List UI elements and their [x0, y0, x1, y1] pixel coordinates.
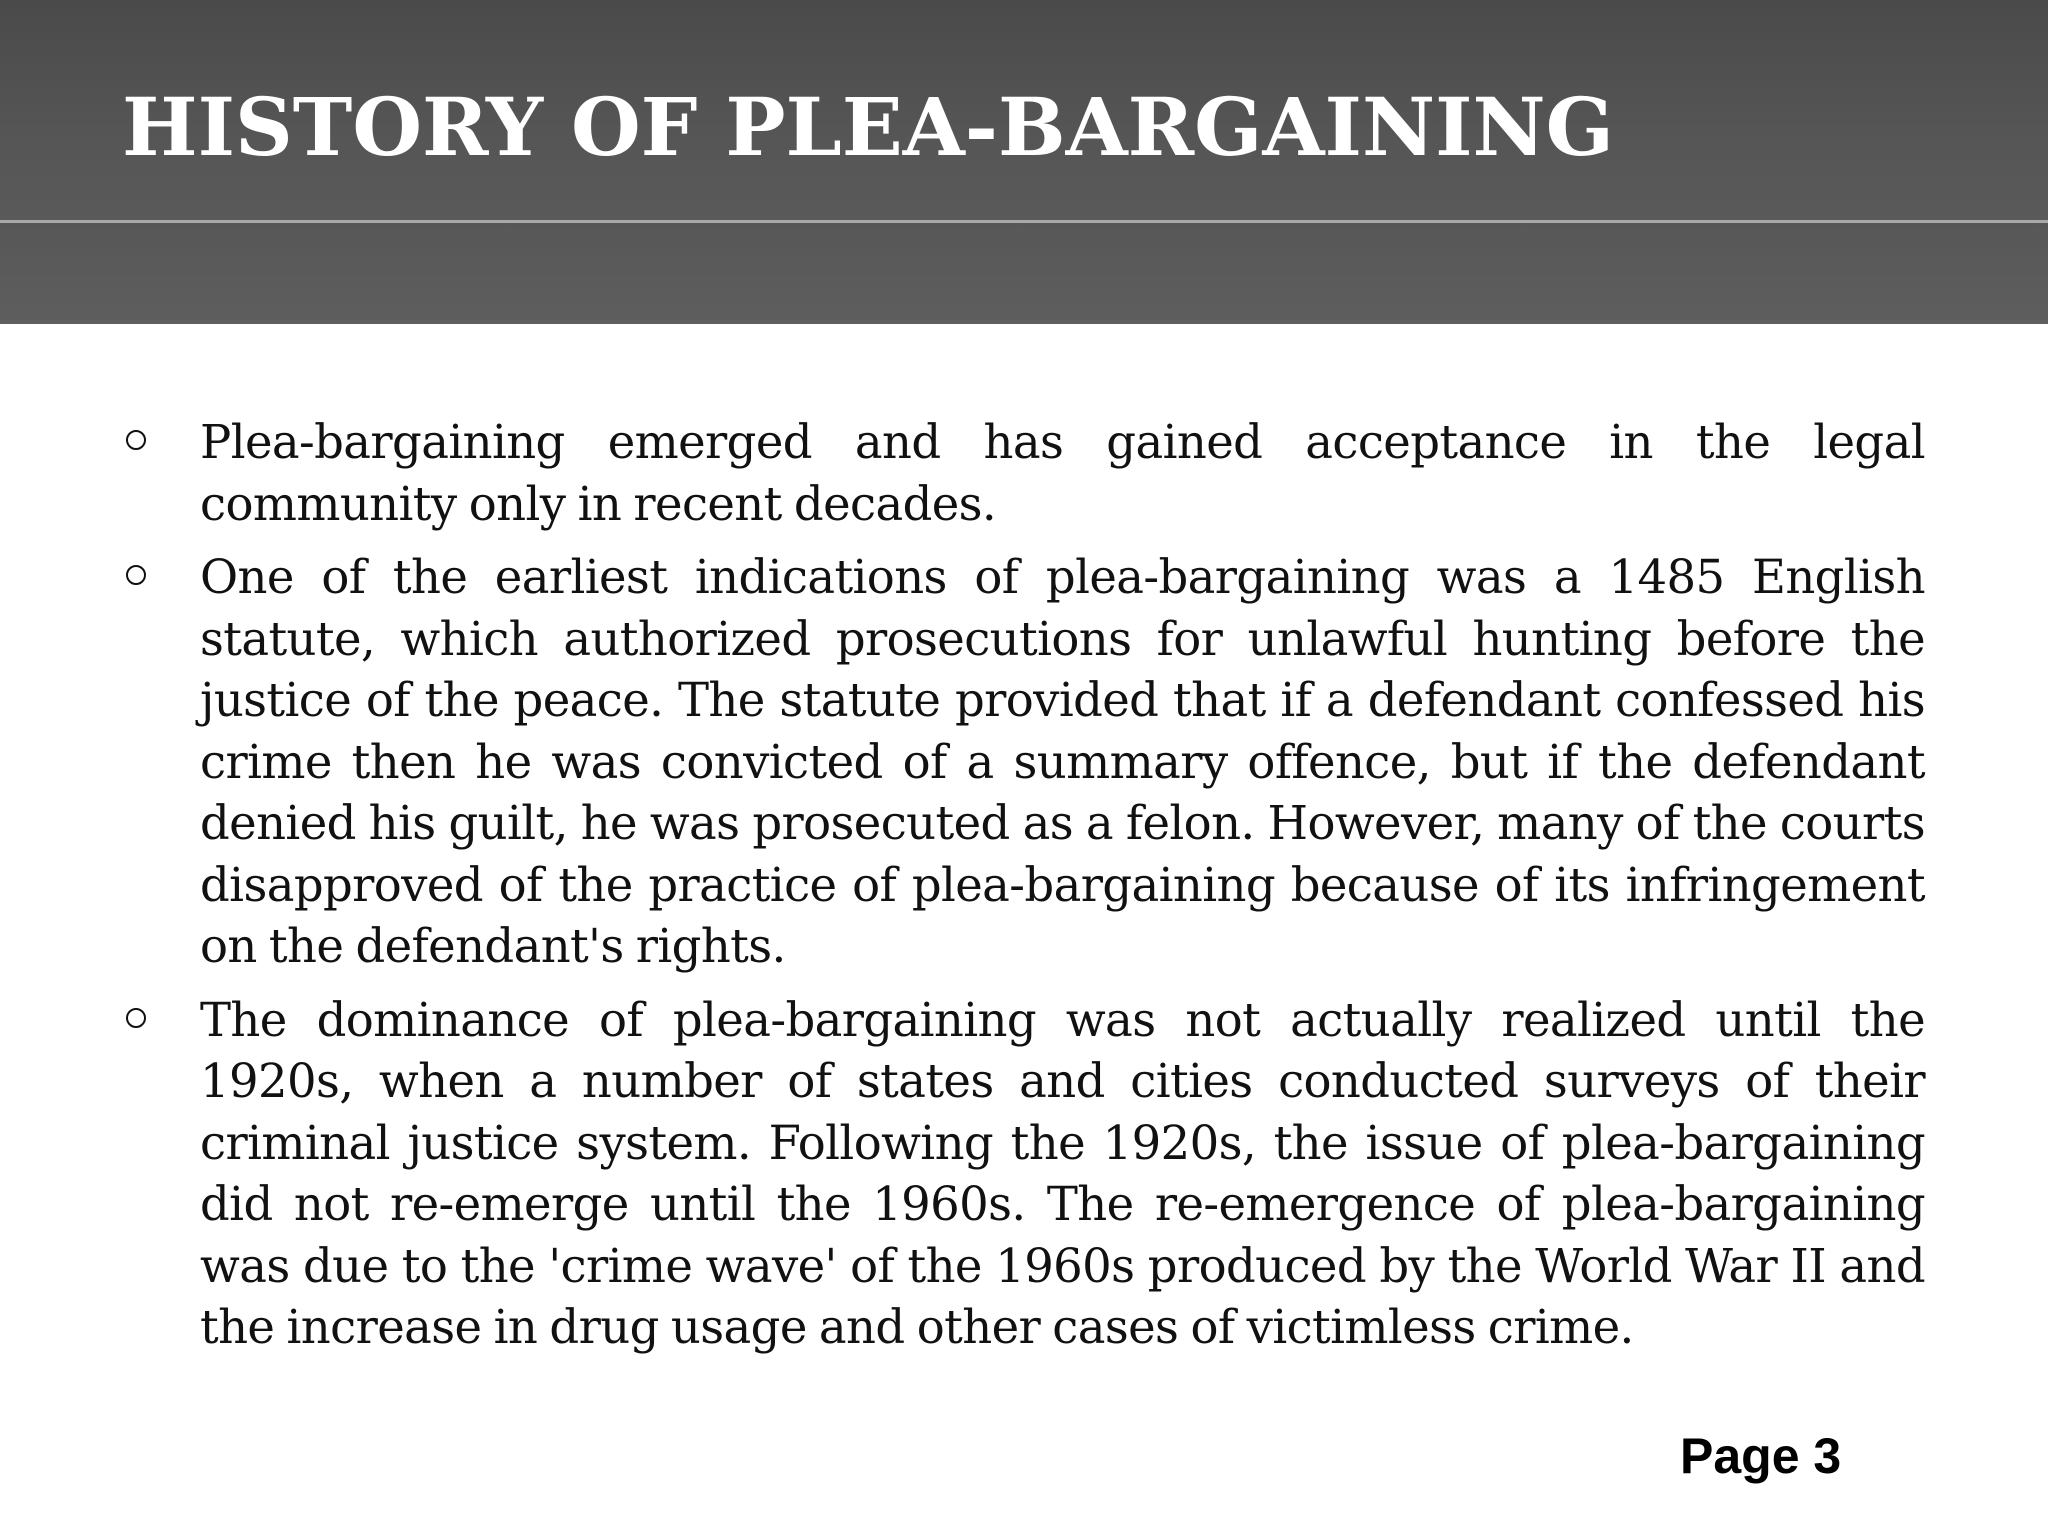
hollow-circle-icon	[126, 430, 146, 450]
bullet-text: The dominance of plea-bargaining was not actually realized until the 1920s, when a number of states and cities conducted surveys of their criminal justice system. Following the 1920s, the issue of plea-bargaining did not re-emerge until the 1960s. The re-emergence of plea-bargaining was due to the 'crime wave' of the 1960s produced by the World War II and the increase in drug usage and other cases of victimless crime.	[200, 992, 1925, 1354]
bullet-list	[0, 412, 2048, 1371]
list-item	[0, 412, 2048, 535]
list-item	[0, 990, 2048, 1359]
page-number: Page 3	[1680, 1428, 1842, 1484]
bullet-text: Plea-bargaining emerged and has gained acceptance in the legal community only in recent decades.	[200, 415, 1925, 531]
banner-lower-band	[0, 223, 2048, 324]
bullet-text: One of the earliest indications of plea-bargaining was a 1485 English statute, which authorized prosecutions for unlawful hunting before the justice of the peace. The statute provided that if a defendant confessed his crime then he was convicted of a summary offence, but if the defendant denied his guilt, he was prosecuted as a felon. However, many of the courts disapproved of the practice of plea-bargaining because of its infringement on the defendant's rights.	[200, 550, 1925, 973]
slide-title: HISTORY OF PLEA-BARGAINING	[122, 80, 1614, 174]
hollow-circle-icon	[126, 1008, 146, 1028]
hollow-circle-icon	[126, 565, 146, 585]
list-item	[0, 547, 2048, 978]
